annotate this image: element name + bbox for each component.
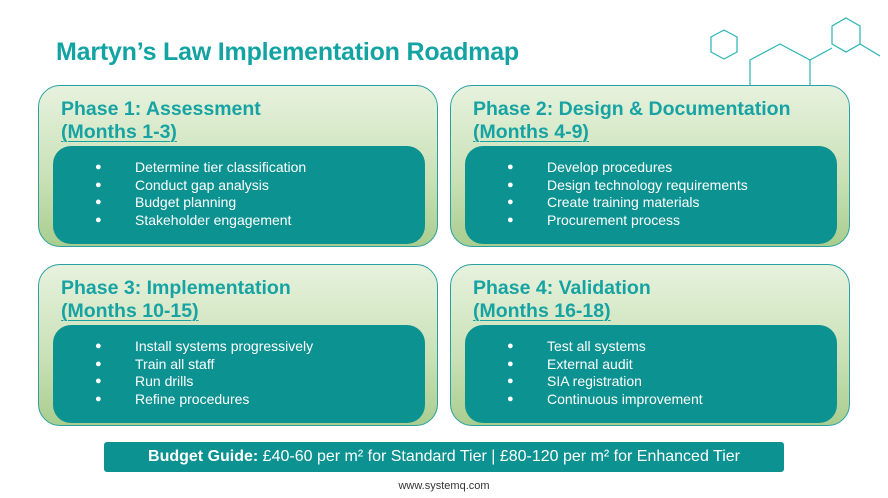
bullet-icon: ● [507, 375, 514, 388]
phase-name: Phase 4: Validation [473, 277, 651, 299]
task-label: Create training materials [547, 194, 700, 211]
phase-title [473, 98, 790, 144]
bullet-icon: ● [507, 392, 514, 405]
budget-guide-label: Budget Guide: [148, 448, 259, 465]
phase-card-3 [38, 264, 438, 426]
bullet-icon: ● [507, 357, 514, 370]
budget-guide-text: £40-60 per m² for Standard Tier | £80-120 per m² for Enhanced Tier [258, 448, 740, 465]
phase-months: (Months 1-3) [61, 121, 177, 143]
phase-title [61, 277, 291, 323]
phase-card-2 [450, 85, 850, 247]
task-list [53, 338, 425, 408]
task-panel [465, 325, 837, 423]
task-panel [53, 325, 425, 423]
task-label: Install systems progressively [135, 338, 314, 354]
bullet-icon: ● [507, 340, 514, 352]
task-label: Conduct gap analysis [135, 176, 269, 193]
list-item [53, 391, 425, 409]
bullet-icon: ● [95, 178, 102, 191]
task-label: External audit [547, 355, 633, 372]
phase-months: (Months 4-9) [473, 121, 589, 143]
budget-guide-banner [104, 442, 784, 472]
list-item [53, 194, 425, 212]
list-item [53, 373, 425, 391]
page-title: Martyn’s Law Implementation Roadmap [56, 38, 519, 66]
task-label: Design technology requirements [547, 176, 748, 193]
list-item [465, 391, 837, 409]
list-item [53, 177, 425, 195]
task-label: Run drills [135, 373, 194, 390]
bullet-icon: ● [507, 161, 514, 173]
bullet-icon: ● [95, 392, 102, 405]
list-item [465, 356, 837, 374]
list-item [465, 194, 837, 212]
bullet-icon: ● [95, 340, 102, 352]
task-label: Test all systems [547, 338, 646, 354]
list-item [53, 212, 425, 230]
bullet-icon: ● [95, 357, 102, 370]
phase-months: (Months 10-15) [61, 300, 199, 322]
bullet-icon: ● [95, 161, 102, 173]
task-label: Develop procedures [547, 159, 673, 175]
task-list [465, 338, 837, 408]
footer-url: www.systemq.com [398, 480, 490, 492]
list-item [465, 212, 837, 230]
phase-card-4 [450, 264, 850, 426]
task-panel [53, 146, 425, 244]
task-label: Continuous improvement [547, 390, 703, 407]
task-label: Determine tier classification [135, 159, 307, 175]
phase-title [61, 98, 261, 144]
task-list [465, 159, 837, 229]
list-item [465, 159, 837, 177]
task-list [53, 159, 425, 229]
list-item [465, 338, 837, 356]
list-item [53, 159, 425, 177]
bullet-icon: ● [95, 375, 102, 388]
task-label: Stakeholder engagement [135, 211, 292, 228]
list-item [465, 177, 837, 195]
bullet-icon: ● [507, 213, 514, 226]
phase-months: (Months 16-18) [473, 300, 611, 322]
list-item [465, 373, 837, 391]
task-label: Procurement process [547, 211, 681, 228]
phase-name: Phase 3: Implementation [61, 277, 291, 299]
list-item [53, 356, 425, 374]
bullet-icon: ● [95, 213, 102, 226]
bullet-icon: ● [507, 196, 514, 209]
phase-title [473, 277, 651, 323]
task-label: Budget planning [135, 194, 237, 211]
task-label: SIA registration [547, 373, 642, 390]
task-label: Refine procedures [135, 390, 250, 407]
task-panel [465, 146, 837, 244]
task-label: Train all staff [135, 355, 215, 372]
phase-name: Phase 2: Design & Documentation [473, 98, 791, 120]
list-item [53, 338, 425, 356]
bullet-icon: ● [95, 196, 102, 209]
phase-card-1 [38, 85, 438, 247]
phase-name: Phase 1: Assessment [61, 98, 261, 120]
bullet-icon: ● [507, 178, 514, 191]
